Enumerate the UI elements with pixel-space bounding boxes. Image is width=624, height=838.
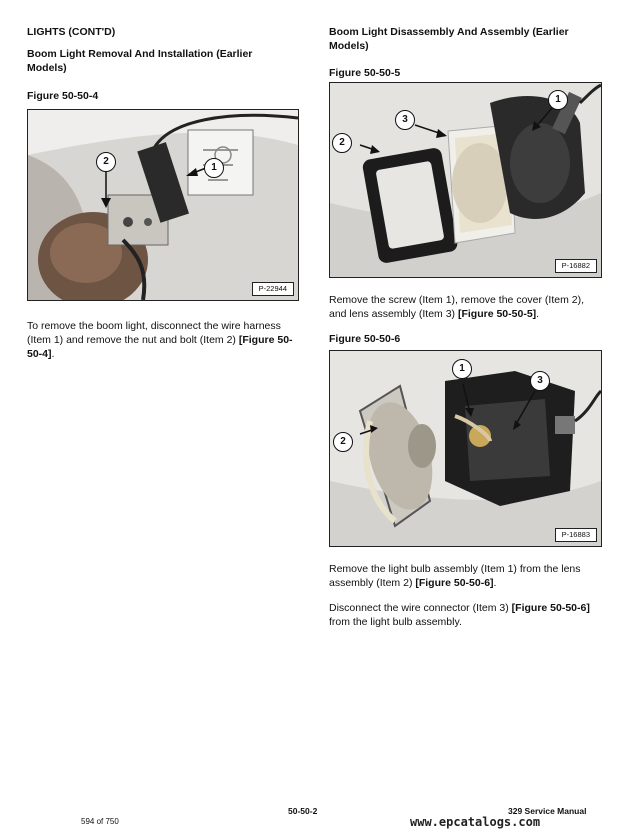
figure-50-50-5-label: Figure 50-50-5 xyxy=(329,67,401,79)
right-paragraph-3 xyxy=(329,601,590,629)
left-para-line2-text: (Item 1) and remove the nut and bolt (Item 2) xyxy=(27,334,239,346)
footer-page-count: 594 of 750 xyxy=(81,817,119,826)
para6a-line2-text: assembly (Item 2) xyxy=(329,577,416,589)
left-para-line3-end: . xyxy=(51,348,55,360)
para6a-line2-ref: [Figure 50-50-6] xyxy=(415,577,494,589)
figure5-callout-1: 1 xyxy=(548,90,568,110)
footer-watermark[interactable]: www.epcatalogs.com xyxy=(410,815,541,829)
figure-50-50-4-label: Figure 50-50-4 xyxy=(27,90,99,102)
figure-50-50-5-photo xyxy=(329,82,602,278)
figure-50-50-4-photo xyxy=(27,109,299,301)
left-paragraph xyxy=(27,319,293,361)
light-cover-photo xyxy=(330,83,601,277)
para5-line1: Remove the screw (Item 1), remove the cover (Item 2), xyxy=(329,294,584,306)
para6a-line1: Remove the light bulb assembly (Item 1) from the lens xyxy=(329,563,581,575)
para5-line2-ref: [Figure 50-50-5] xyxy=(457,308,537,320)
footer-manual-title: 329 Service Manual xyxy=(508,806,587,816)
para6b-line1 xyxy=(329,601,590,615)
figure5-photo-tag: P-16882 xyxy=(555,259,597,273)
left-para-line2-ref: [Figure 50- xyxy=(238,334,293,346)
section-heading: LIGHTS (CONT'D) xyxy=(27,26,116,38)
para6b-line1-ref: [Figure 50-50-6] xyxy=(511,602,590,614)
figure4-photo-tag: P-22944 xyxy=(252,282,294,296)
para6a-line2-end: . xyxy=(493,577,497,589)
figure-50-50-6-label: Figure 50-50-6 xyxy=(329,333,401,345)
figure6-callout-1: 1 xyxy=(452,359,472,379)
left-para-line1: To remove the boom light, disconnect the wire harness xyxy=(27,320,281,332)
right-subheading-line1: Boom Light Disassembly And Assembly (Earlier xyxy=(329,26,569,38)
left-subheading-line2: Models) xyxy=(27,62,67,74)
footer-page-code: 50-50-2 xyxy=(288,806,318,816)
figure6-callout-3: 3 xyxy=(530,371,550,391)
figure4-callout-1: 1 xyxy=(204,158,224,178)
para5-line2-end: . xyxy=(536,308,540,320)
right-paragraph-2 xyxy=(329,562,581,590)
figure5-callout-3: 3 xyxy=(395,110,415,130)
left-para-line3 xyxy=(27,347,293,361)
figure5-callout-2: 2 xyxy=(332,133,352,153)
right-subheading-line2: Models) xyxy=(329,40,369,52)
light-bulb-photo xyxy=(330,351,601,546)
left-subheading-line1: Boom Light Removal And Installation (Earlier xyxy=(27,48,253,60)
para5-line2-text: and lens assembly (Item 3) xyxy=(329,308,458,320)
figure6-callout-2: 2 xyxy=(333,432,353,452)
para5-line2 xyxy=(329,307,584,321)
left-para-line3-ref: 50-4] xyxy=(27,348,52,360)
para6a-line2 xyxy=(329,576,581,590)
figure4-callout-2: 2 xyxy=(96,152,116,172)
right-paragraph-1 xyxy=(329,293,584,321)
boom-light-photo xyxy=(28,110,298,300)
left-para-line2 xyxy=(27,333,293,347)
figure-50-50-6-photo xyxy=(329,350,602,547)
figure6-photo-tag: P-16883 xyxy=(555,528,597,542)
para6b-line2: from the light bulb assembly. xyxy=(329,616,462,628)
para6b-line1-text: Disconnect the wire connector (Item 3) xyxy=(329,602,512,614)
